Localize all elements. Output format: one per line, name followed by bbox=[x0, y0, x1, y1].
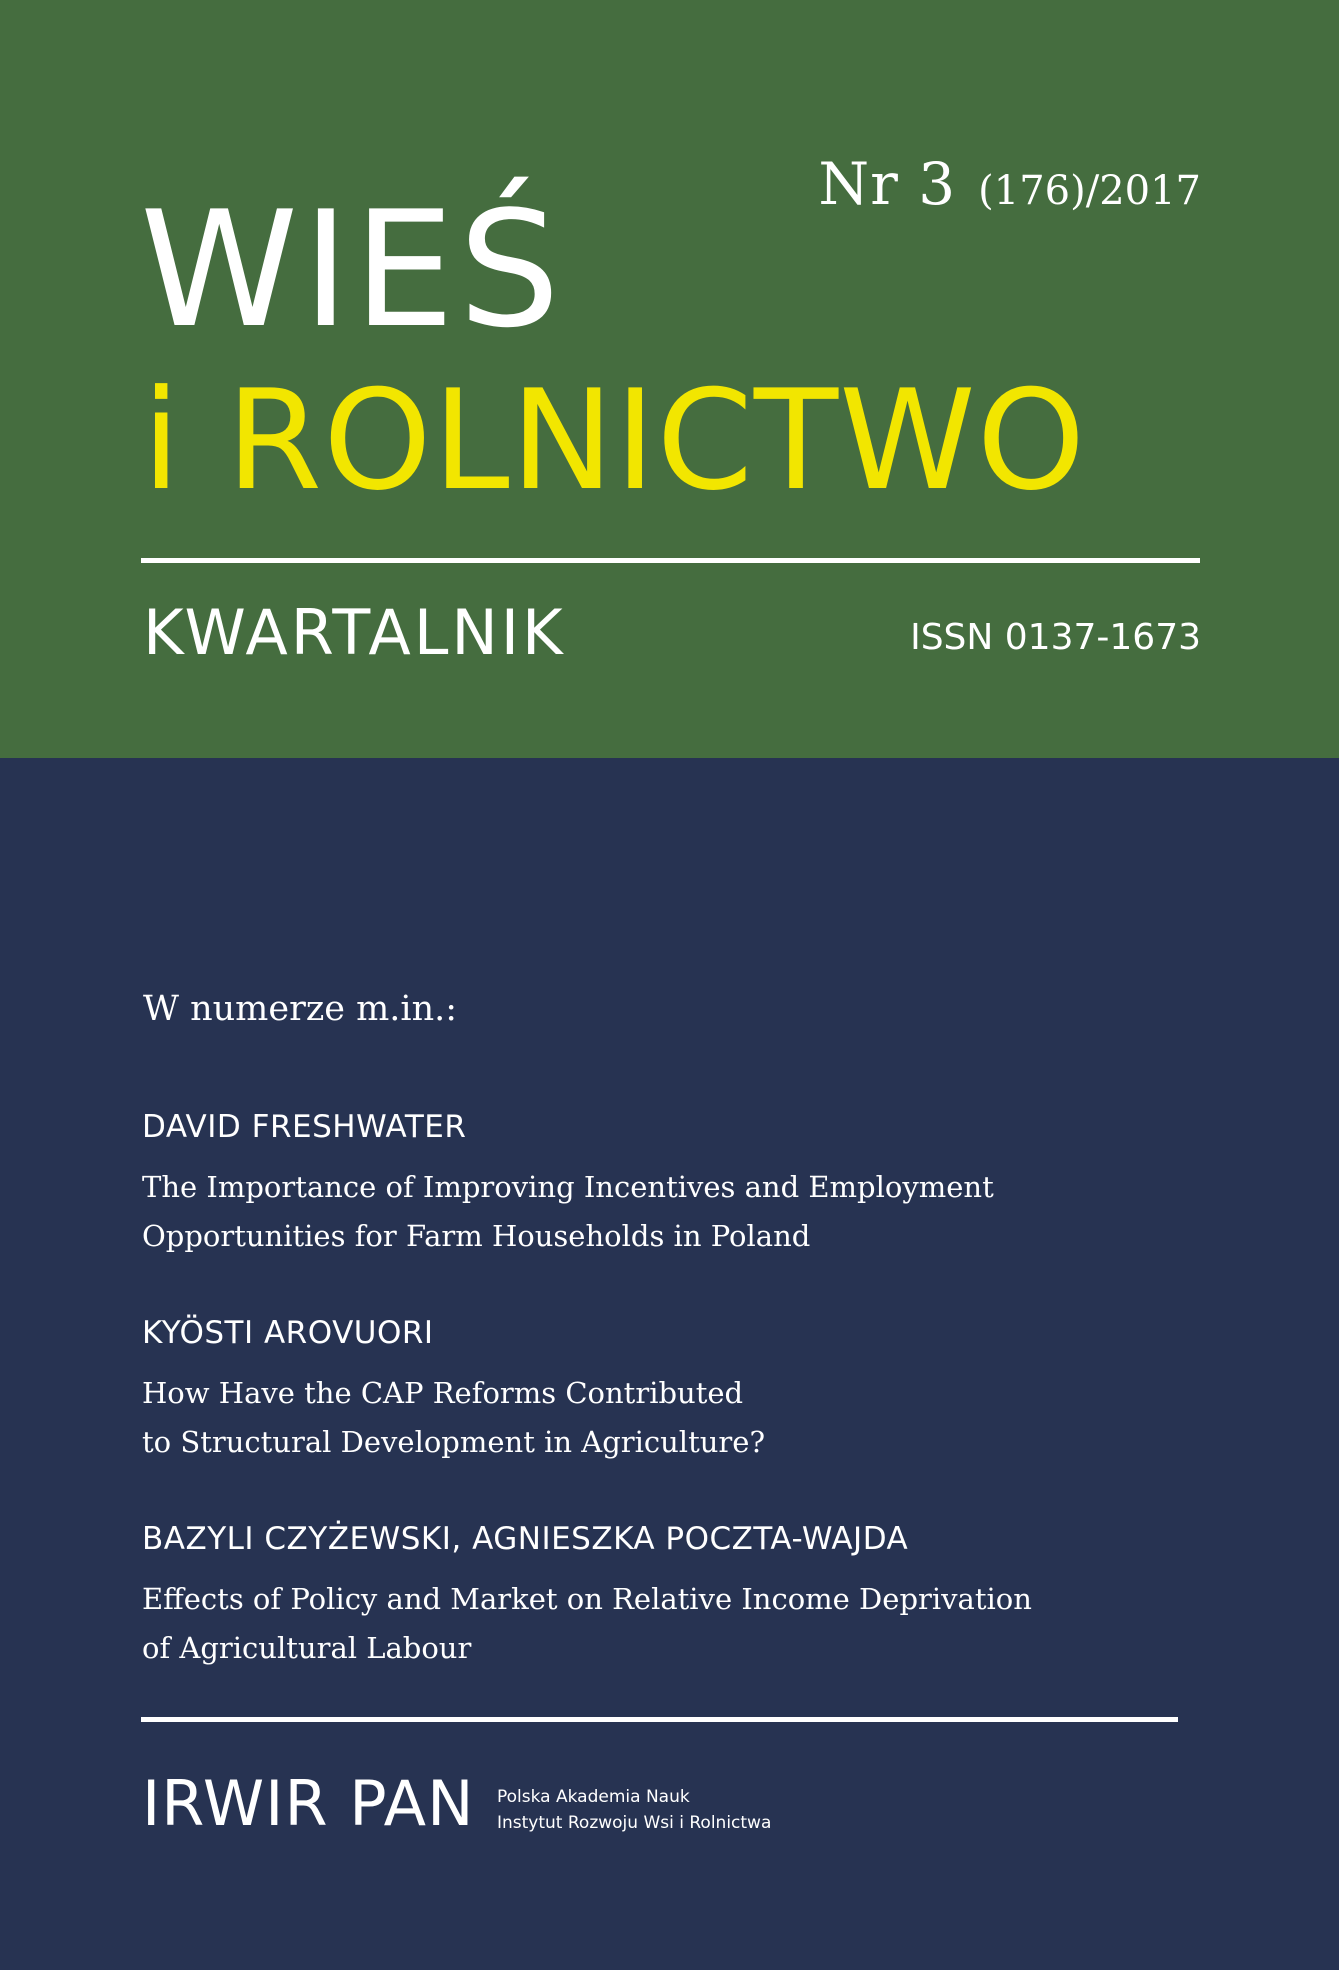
article-title-line: Opportunities for Farm Households in Poland bbox=[142, 1219, 811, 1253]
contents-heading: W numerze m.in.: bbox=[143, 989, 458, 1029]
article-item bbox=[142, 1521, 1032, 1673]
issue-number: Nr 3 bbox=[818, 150, 957, 218]
article-title-line: of Agricultural Labour bbox=[142, 1631, 472, 1665]
footer-divider bbox=[141, 1717, 1178, 1722]
article-item bbox=[142, 1315, 765, 1467]
article-author: DAVID FRESHWATER bbox=[142, 1109, 467, 1145]
article-title-line: How Have the CAP Reforms Contributed bbox=[142, 1376, 744, 1410]
journal-title-line1: WIEŚ bbox=[140, 176, 565, 363]
institution-line: Polska Akademia Nauk bbox=[497, 1787, 690, 1807]
institution-line: Instytut Rozwoju Wsi i Rolnictwa bbox=[497, 1813, 772, 1833]
header-divider bbox=[141, 558, 1200, 563]
publisher-institution bbox=[497, 1784, 771, 1836]
issn: ISSN 0137-1673 bbox=[910, 617, 1201, 658]
publisher-brand: IRWIR PAN bbox=[142, 1767, 475, 1840]
article-item bbox=[142, 1109, 994, 1261]
issue-volume: (176)/2017 bbox=[978, 168, 1201, 214]
article-title-line: to Structural Development in Agriculture? bbox=[142, 1425, 765, 1459]
article-author: KYÖSTI AROVUORI bbox=[142, 1315, 434, 1351]
article-title-line: The Importance of Improving Incentives and Employment bbox=[142, 1170, 994, 1204]
article-title-line: Effects of Policy and Market on Relative Income Deprivation bbox=[142, 1582, 1032, 1616]
journal-subtitle: KWARTALNIK bbox=[143, 596, 566, 669]
issue-info bbox=[818, 150, 1201, 218]
article-author: BAZYLI CZYŻEWSKI, AGNIESZKA POCZTA-WAJDA bbox=[142, 1521, 909, 1557]
journal-title-line2: i ROLNICTWO bbox=[142, 360, 1087, 521]
